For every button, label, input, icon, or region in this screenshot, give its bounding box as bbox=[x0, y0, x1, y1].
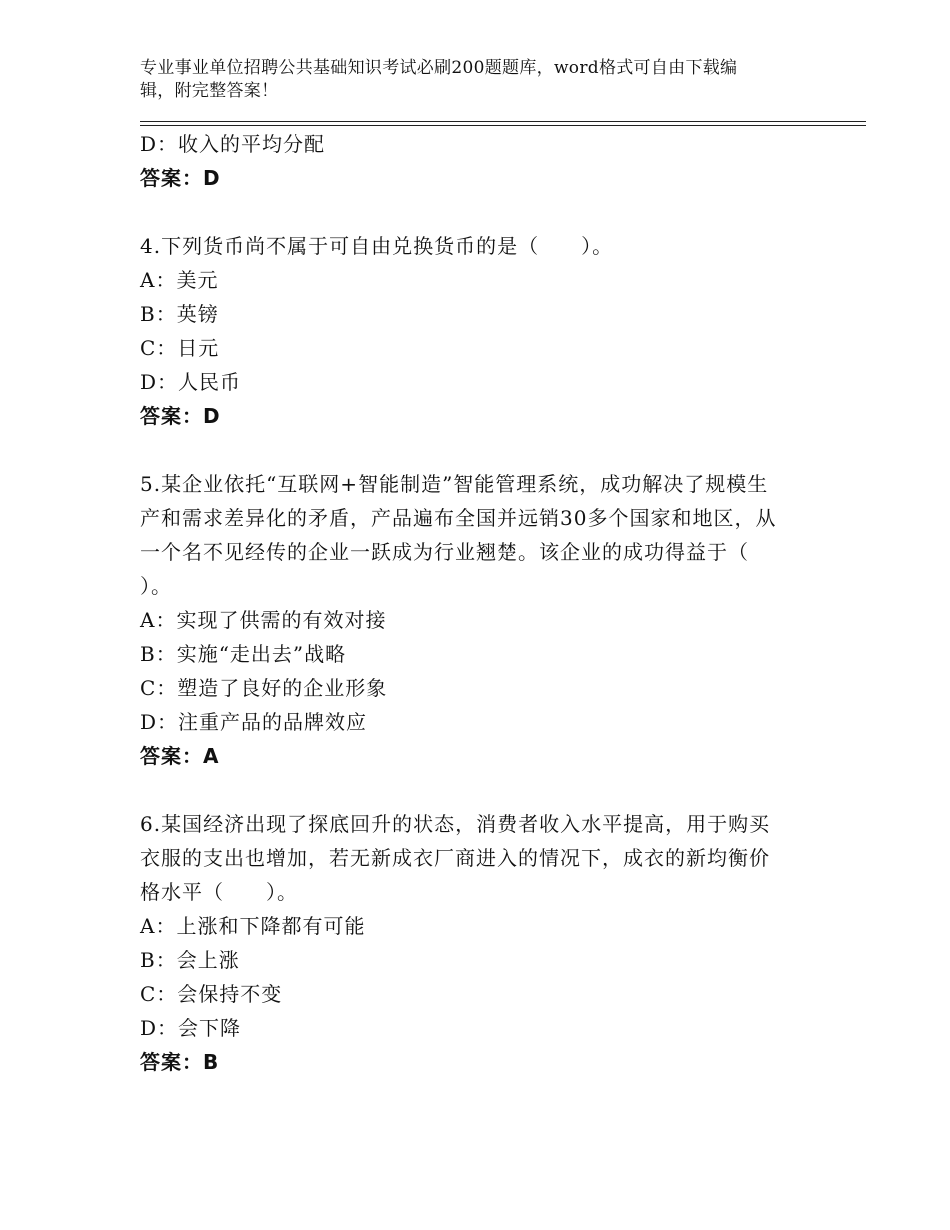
question-4-option-a: A：美元 bbox=[140, 268, 219, 292]
question-6-text-line-1: 6.某国经济出现了探底回升的状态，消费者收入水平提高，用于购买 bbox=[140, 812, 771, 836]
spacer bbox=[140, 773, 810, 807]
question-6-option-b: B：会上涨 bbox=[140, 948, 240, 972]
question-5-text-line-3: 一个名不见经传的企业一跃成为行业翘楚。该企业的成功得益于（ bbox=[140, 540, 749, 564]
question-4-option-d: D：人民币 bbox=[140, 370, 242, 394]
header-line-2: 辑，附完整答案！ bbox=[140, 81, 279, 101]
question-6-option-a: A：上涨和下降都有可能 bbox=[140, 914, 366, 938]
question-6-text-line-2: 衣服的支出也增加，若无新成衣厂商进入的情况下，成衣的新均衡价 bbox=[140, 846, 770, 870]
question-6-text-line-3: 格水平（ ）。 bbox=[140, 880, 298, 904]
question-5 bbox=[140, 467, 810, 773]
question-4-text: 4.下列货币尚不属于可自由兑换货币的是（ ）。 bbox=[140, 234, 614, 258]
question-6-option-d: D：会下降 bbox=[140, 1016, 242, 1040]
question-6 bbox=[140, 807, 810, 1079]
header-divider-thin bbox=[140, 125, 866, 126]
question-5-option-b: B：实施“走出去”战略 bbox=[140, 642, 347, 666]
question-content bbox=[140, 127, 810, 1079]
question-4-option-c: C：日元 bbox=[140, 336, 220, 360]
question-5-option-a: A：实现了供需的有效对接 bbox=[140, 608, 387, 632]
question-5-option-d: D：注重产品的品牌效应 bbox=[140, 710, 368, 734]
question-4 bbox=[140, 229, 810, 433]
question-6-answer: 答案：B bbox=[140, 1050, 220, 1074]
spacer bbox=[140, 433, 810, 467]
prev-option-d: D：收入的平均分配 bbox=[140, 132, 326, 156]
question-4-option-b: B：英镑 bbox=[140, 302, 219, 326]
spacer bbox=[140, 195, 810, 229]
question-5-option-c: C：塑造了良好的企业形象 bbox=[140, 676, 388, 700]
question-5-text-line-4: ）。 bbox=[140, 574, 172, 598]
page-header bbox=[140, 57, 790, 103]
question-5-text-line-2: 产和需求差异化的矛盾，产品遍布全国并远销30多个国家和地区，从 bbox=[140, 506, 777, 530]
question-5-text-line-1: 5.某企业依托“互联网+智能制造”智能管理系统，成功解决了规模生 bbox=[140, 472, 769, 496]
question-4-answer: 答案：D bbox=[140, 404, 221, 428]
header-divider-thick bbox=[140, 121, 866, 122]
question-6-option-c: C：会保持不变 bbox=[140, 982, 283, 1006]
header-line-1: 专业事业单位招聘公共基础知识考试必刷200题题库，word格式可自由下载编 bbox=[140, 58, 738, 78]
question-5-answer: 答案：A bbox=[140, 744, 220, 768]
prev-answer: 答案：D bbox=[140, 166, 221, 190]
